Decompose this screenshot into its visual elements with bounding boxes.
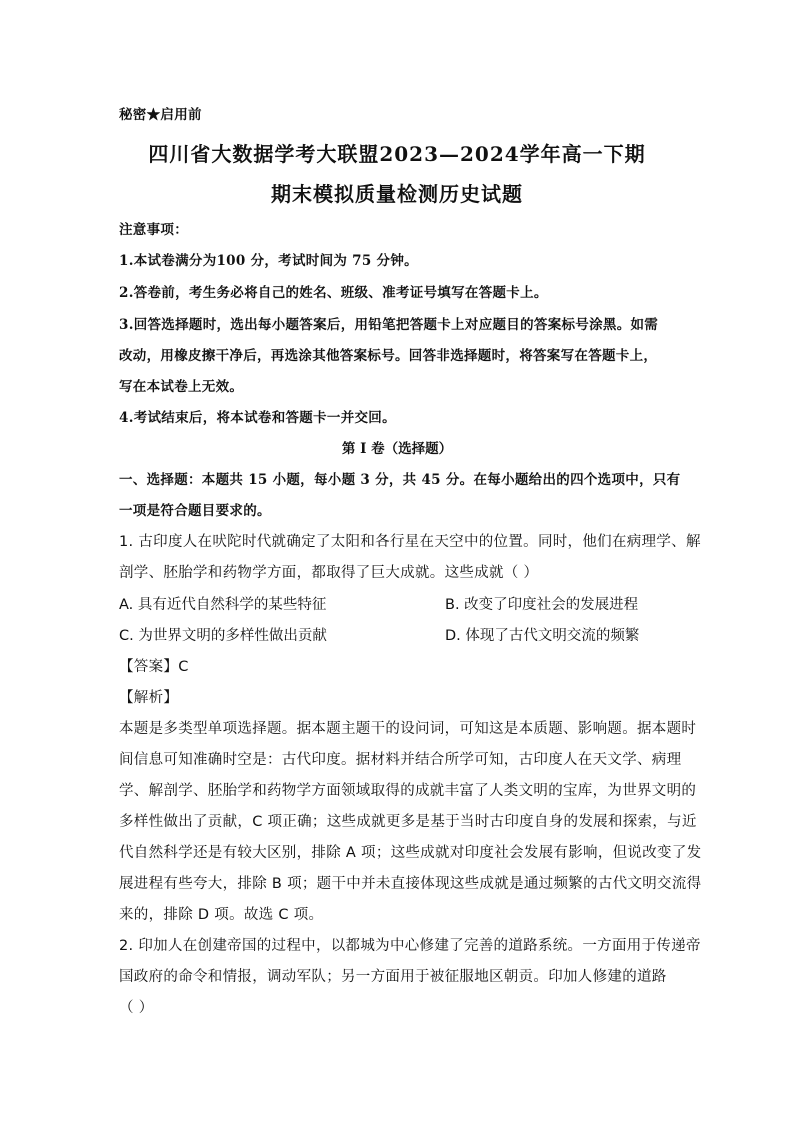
notes-item: 写在本试卷上无效。 [119, 379, 244, 395]
question-2-stem: 国政府的命令和情报，调动军队；另一方面用于被征服地区朝贡。印加人修建的道路 [119, 969, 667, 985]
analysis-text: 展进程有些夸大，排除 B 项；题干中并未直接体现这些成就是通过频繁的古代文明交流得 [119, 876, 702, 892]
section-intro: 一、选择题：本题共 15 小题，每小题 3 分，共 45 分。在每小题给出的四个选项中，只有 [119, 472, 681, 488]
notes-item: 1.本试卷满分为100 分，考试时间为 75 分钟。 [119, 253, 418, 269]
question-2-stem: （ ） [119, 1000, 154, 1016]
notes-item: 3.回答选择题时，选出每小题答案后，用铅笔把答题卡上对应题目的答案标号涂黑。如需 [119, 317, 659, 333]
analysis-text: 本题是多类型单项选择题。据本题主题干的设问词，可知这是本质题、影响题。据本题时 [119, 721, 697, 737]
notes-item: 4.考试结束后，将本试卷和答题卡一并交回。 [119, 410, 396, 426]
notes-heading: 注意事项： [119, 222, 188, 238]
option-a: A. 具有近代自然科学的某些特征 [119, 597, 327, 613]
answer-label: 【答案】C [119, 659, 189, 675]
notes-item: 2.答卷前，考生务必将自己的姓名、班级、准考证号填写在答题卡上。 [119, 285, 548, 301]
analysis-text: 来的，排除 D 项。故选 C 项。 [119, 907, 324, 923]
analysis-text: 多样性做出了贡献，C 项正确；这些成就更多是基于当时古印度自身的发展和探索，与近 [119, 814, 697, 830]
analysis-label: 【解析】 [119, 690, 179, 706]
analysis-text: 代自然科学还是有较大区别，排除 A 项；这些成就对印度社会发展有影响，但说改变了发 [119, 845, 702, 861]
question-1-stem: 1. 古印度人在吠陀时代就确定了太阳和各行星在天空中的位置。同时，他们在病理学、解 [119, 534, 701, 550]
page-title-line2: 期末模拟质量检测历史试题 [271, 182, 523, 206]
option-d: D. 体现了古代文明交流的频繁 [445, 628, 640, 644]
option-c: C. 为世界文明的多样性做出贡献 [119, 628, 327, 644]
section-title: 第 I 卷（选择题） [341, 441, 453, 457]
question-2-stem: 2. 印加人在创建帝国的过程中，以都城为中心修建了完善的道路系统。一方面用于传递帝 [119, 938, 701, 954]
page-title-line1: 四川省大数据学考大联盟2023—2024学年高一下期 [148, 142, 646, 166]
option-b: B. 改变了印度社会的发展进程 [445, 597, 639, 613]
analysis-text: 间信息可知准确时空是：古代印度。据材料并结合所学可知，古印度人在天文学、病理 [119, 752, 682, 768]
section-intro: 一项是符合题目要求的。 [119, 503, 271, 519]
secret-label: 秘密★启用前 [119, 107, 202, 123]
notes-item: 改动，用橡皮擦干净后，再选涂其他答案标号。回答非选择题时，将答案写在答题卡上， [119, 348, 658, 364]
question-1-stem: 剖学、胚胎学和药物学方面，都取得了巨大成就。这些成就（ ） [119, 565, 539, 581]
analysis-text: 学、解剖学、胚胎学和药物学方面领域取得的成就丰富了人类文明的宝库，为世界文明的 [119, 783, 697, 799]
